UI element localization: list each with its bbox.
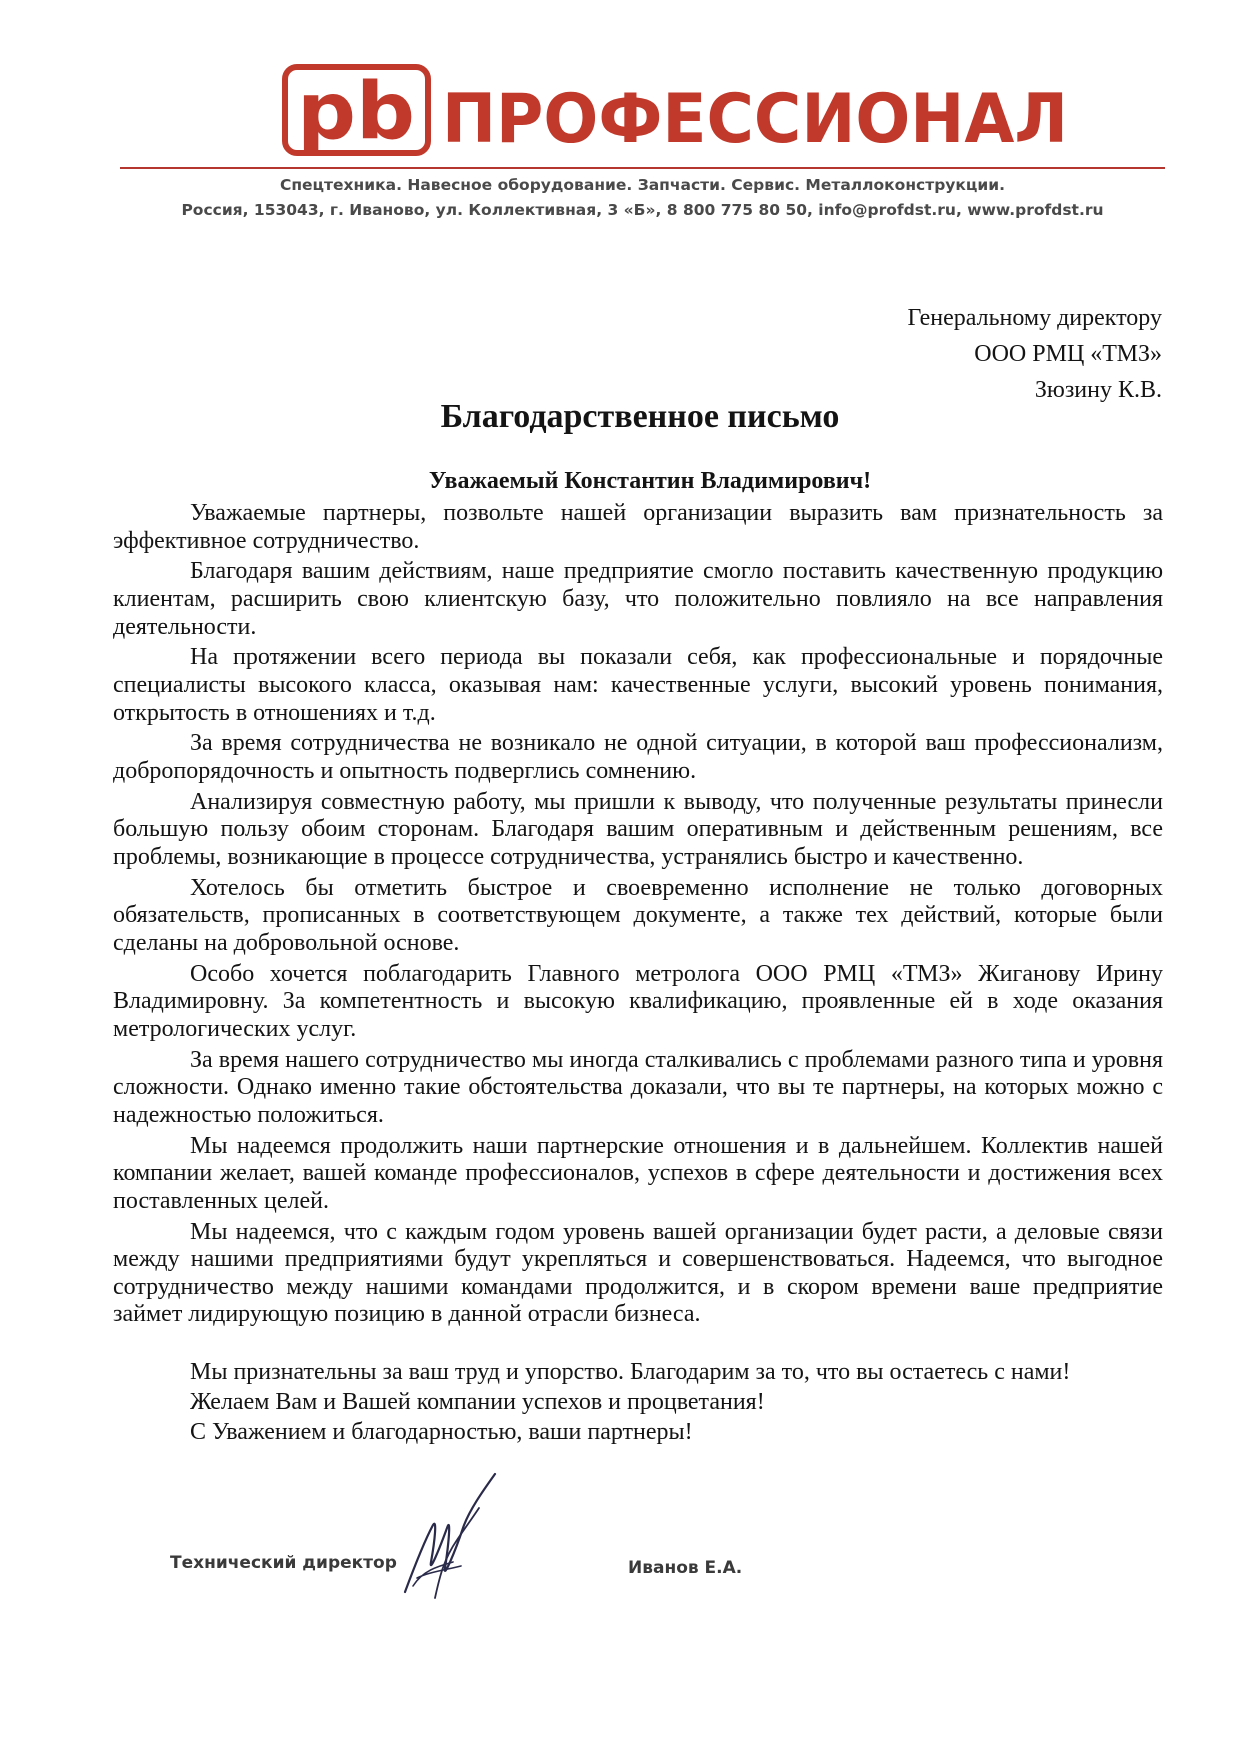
addressee-line: Зюзину К.В. (1034, 377, 1162, 403)
closing-line: С Уважением и благодарностью, ваши партнеры! (190, 1419, 693, 1445)
company-services: Спецтехника. Навесное оборудование. Запчасти. Сервис. Металлоконструкции. (279, 176, 1006, 194)
signatory-position: Технический директор (170, 1553, 397, 1573)
handwritten-signature (395, 1470, 505, 1600)
letterhead-divider (120, 167, 1165, 169)
signatory-name: Иванов Е.А. (628, 1558, 743, 1578)
body-paragraph: Анализируя совместную работу, мы пришли к выводу, что полученные результаты принесли большую пользу обоим сторонам. Благодаря вашим оперативным и действенным решениям, все проблемы, возникающие в процессе сотрудничества, устранялись быстро и качественно. (113, 788, 1163, 870)
body-paragraph: На протяжении всего периода вы показали себя, как профессиональные и порядочные специалисты высокого класса, оказывая нам: качественные услуги, высокий уровень понимания, открытость в отношениях и т.д. (113, 644, 1163, 726)
closing-block (190, 1357, 1070, 1447)
body-paragraph: За время нашего сотрудничество мы иногда сталкивались с проблемами разного типа и уровня сложности. Однако именно такие обстоятельства доказали, что вы те партнеры, на которых можно с надежностью положиться. (113, 1046, 1163, 1128)
body-paragraph: Мы надеемся продолжить наши партнерские отношения и в дальнейшем. Коллектив нашей компании желает, вашей команде профессионалов, успехов в сфере деятельности и достижения всех поставленных целей. (113, 1132, 1163, 1214)
body-paragraph: За время сотрудничества не возникало не одной ситуации, в которой ваш профессионализм, добропорядочность и опытность подверглись сомнению. (113, 730, 1163, 784)
addressee-block (908, 300, 1162, 408)
company-address: Россия, 153043, г. Иваново, ул. Коллективная, 3 «Б», 8 800 775 80 50, info@profdst.ru, www.profdst.ru (181, 201, 1104, 219)
body-paragraph: Мы надеемся, что с каждым годом уровень вашей организации будет расти, а деловые связи между нашими предприятиями будут укрепляться и совершенствоваться. Надеемся, что выгодное сотрудничество между нашими командами продолжится, и в скором времени ваше предприятие займет лидирующую позицию в данной отрасли бизнеса. (113, 1218, 1163, 1328)
addressee-line: ООО РМЦ «ТМЗ» (974, 341, 1162, 367)
body-paragraph: Благодаря вашим действиям, наше предприятие смогло поставить качественную продукцию клиентам, расширить свою клиентскую базу, что положительно повлияло на все направления деятельности. (113, 558, 1163, 640)
logo-wordmark: ПРОФЕССИОНАЛ (442, 80, 1068, 156)
company-logo (282, 64, 1074, 156)
logo-mark-text: рb (297, 67, 415, 156)
body-paragraph: Хотелось бы отметить быстрое и своевременно исполнение не только договорных обязательств, прописанных в соответствующем документе, а также тех действий, которые были сделаны на добровольной основе. (113, 874, 1163, 956)
addressee-line: Генеральному директору (907, 305, 1162, 331)
body-paragraph: Уважаемые партнеры, позвольте нашей организации выразить вам признательность за эффективное сотрудничество. (113, 500, 1163, 554)
closing-line: Мы признательны за ваш труд и упорство. Благодарим за то, что вы остаетесь с нами! (190, 1359, 1071, 1385)
letter-title: Благодарственное письмо (440, 398, 840, 435)
closing-line: Желаем Вам и Вашей компании успехов и процветания! (190, 1389, 765, 1415)
greeting: Уважаемый Константин Владимирович! (428, 468, 872, 494)
letter-body (113, 500, 1163, 1332)
body-paragraph: Особо хочется поблагодарить Главного метролога ООО РМЦ «ТМЗ» Жиганову Ирину Владимировну. За компетентность и высокую квалификацию, проявленные ей в ходе оказания метрологических услуг. (113, 960, 1163, 1042)
